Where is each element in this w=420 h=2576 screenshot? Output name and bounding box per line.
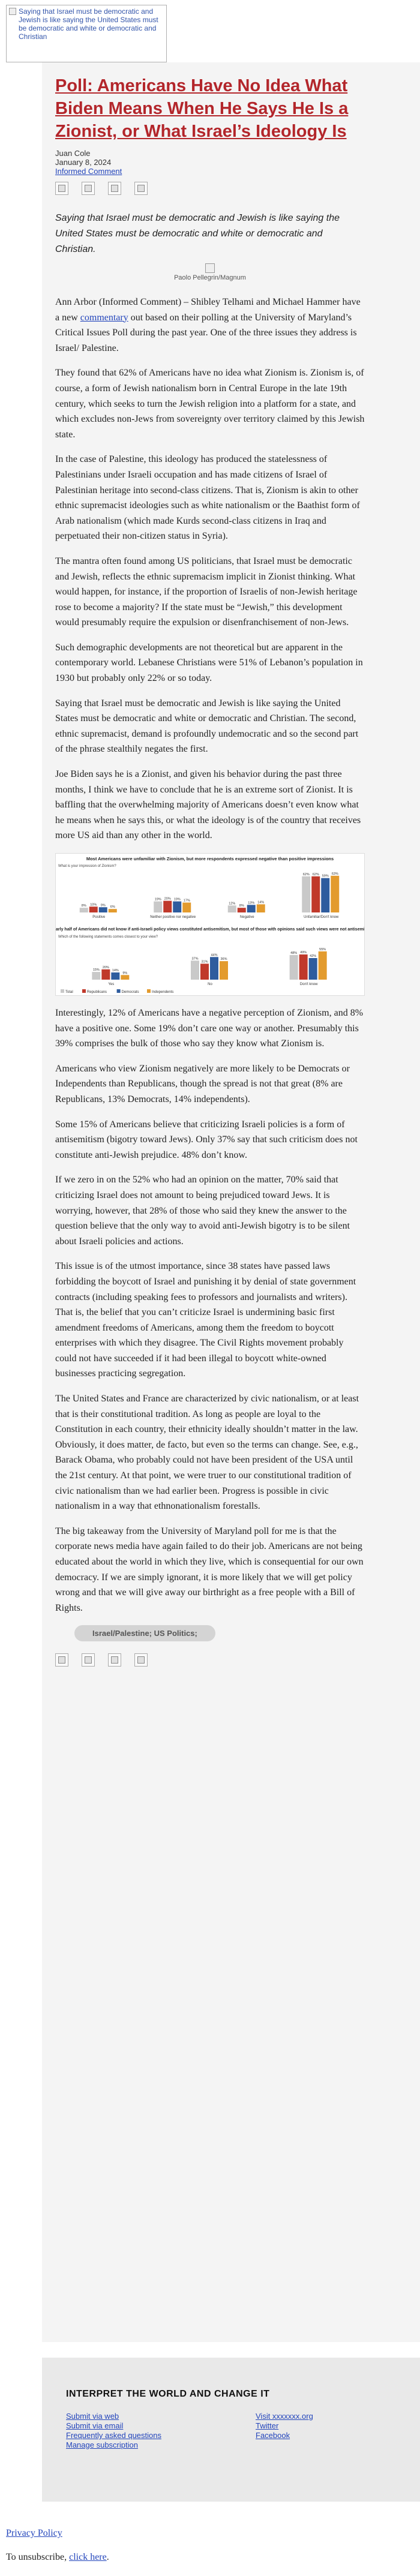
chart1-value-label: 14% [257,900,265,905]
chart2-value-label: 37% [191,957,199,961]
share-email-icon[interactable] [108,1653,121,1667]
legend-swatch [61,989,64,993]
privacy-row [6,2528,62,2539]
chart2-bar [191,960,199,980]
chart1-value-label: 63% [331,872,338,876]
footer-left-links [66,2412,161,2450]
poll-chart-svg [56,854,364,995]
paragraph-10: If we zero in on the 52% who had an opinion on the matter, 70% said that criticizing Israel does not amount to being prejudiced toward Jews. It is worrying, however, that 28% of those who said they knew the answer to the question believe that the only way to avoid anti-Jewish bigotry is to be silent about Israeli policies and actions. [55,1175,350,1247]
chart1-category-label: Positive [92,915,106,919]
chart1-value-label: 62% [312,872,319,876]
header-image-alt: Saying that Israel must be democratic and Jewish is like saying the United States must be democratic and white or democratic and Christian [19,7,158,41]
chart1-bar [247,905,256,912]
legend-label: Republicans [87,990,107,994]
chart2-bar [200,963,209,980]
chart2-value-label: 42% [310,954,317,958]
article-title[interactable]: Poll: Americans Have No Idea What Biden Means When He Says He Is a Zionist, or What Israel’s Ideology Is [55,76,349,141]
article-author: Juan Cole [55,149,91,158]
footer-link-manage-subscription[interactable]: Manage subscription [66,2440,138,2449]
paragraph-0 [55,295,365,356]
chart1-category-label: Unfamiliar/Don't know [304,915,339,919]
legend-swatch [117,989,121,993]
chart1-value-label: 8% [81,904,86,908]
photo-credit [55,263,365,287]
commentary-link[interactable]: commentary [80,312,128,323]
chart1-value-label: 20% [164,897,171,901]
legend-label: Independents [152,990,174,994]
unsubscribe-link[interactable]: click here [69,2552,107,2562]
chart2-bar [92,972,100,980]
paragraph-6: Joe Biden says he is a Zionist, and given his behavior during the past three months, I think we have to conclude that he is an extreme sort of Zionist. It is baffling that the overwhelming majority of Americans doesn’t even know what he means when he says this, or what the ideology is of the country that receives more US aid than any other in the world. [55,769,361,841]
share-row-top [55,182,365,200]
chart1-bar [173,902,181,912]
chart1-value-label: 6% [110,905,115,909]
chart-title: Most Americans were unfamiliar with Zionism, but more respondents expressed negative than positive impressions [86,856,334,861]
footer-link-facebook[interactable]: Facebook [256,2431,290,2440]
privacy-policy-link[interactable]: Privacy Policy [6,2528,62,2538]
unsubscribe-period: . [106,2552,109,2562]
photo-credit-text: Paolo Pellegrin/Magnum [174,274,246,281]
chart1-bar [321,878,329,912]
broken-image-icon [9,8,16,15]
chart2-category-label: Don't know [299,983,318,986]
chart1-value-label: 12% [229,902,236,906]
share-linkedin-icon[interactable] [134,1653,148,1667]
chart2-title: Nearly half of Americans did not know if anti-Israeli policy views constituted antisemitism, but most of those with opinions said such views were not antisemitic [56,927,364,932]
chart1-value-label: 8% [239,904,244,908]
chart2-bar [101,969,110,980]
chart1-value-label: 9% [100,903,106,908]
article-date: January 8, 2024 [55,158,112,167]
chart1-value-label: 19% [173,897,181,902]
chart2-value-label: 36% [220,957,227,962]
legend-swatch [82,989,86,993]
chart2-bar [111,972,119,980]
chart2-category-label: No [208,983,212,986]
chart1-bar [311,876,320,912]
chart2-bar [290,955,298,980]
paragraph-12: The United States and France are characterized by civic nationalism, or at least that is their constitutional tradition. As long as people are loyal to the Constitution in each country, their ethnicity ideally shouldn’t matter in the law. Obviously, it does matter, de facto, but even so the terms can change. See, e.g., Barack Obama, who probably could not have been president of the USA until the 21st century. At that point, we were truer to our constitutional tradition of civic nationalism than we had earlier been. Progress is possible in civic nationalism in a way that ethnonationalism forestalls. [55,1394,359,1512]
paragraph-2: In the case of Palestine, this ideology has produced the statelessness of Palestinians under Israeli occupation and has made citizens of Israel of Palestinian heritage into second-class citizens. That is, Zionism is akin to other ethnic supremacist ideologies such as white nationalism or the Baathist form of Arab nationalism (which made Kurds second-class citizens in Iraq and perpetuated their non-citizen status in Syria). [55,454,360,542]
chart1-bar [154,902,162,912]
chart2-value-label: 44% [211,953,218,957]
chart2-category-label: Yes [108,983,115,986]
paragraph-text: out based on their polling at the University of Maryland’s Critical Issues Poll during the past year. One of the three issues they address is Israel/ Palestine. [55,312,357,353]
pullquote: Saying that Israel must be democratic and Jewish is like saying the United States must be democratic and white or democratic and Christian. [55,213,340,254]
chart1-bar [80,908,88,912]
chart2-bar [220,961,228,980]
tags-row [55,1625,365,1641]
chart1-bar [331,876,339,912]
share-linkedin-icon[interactable] [134,182,148,195]
chart2-value-label: 31% [201,960,208,964]
footer-link-submit-web[interactable]: Submit via web [66,2412,119,2421]
chart1-value-label: 10% [90,903,97,907]
chart2-value-label: 15% [92,968,100,972]
paragraph-9: Some 15% of Americans believe that criticizing Israeli policies is a form of antisemitism (bigotry toward Jews). Only 37% say that such criticism does not constitute anti-Jewish prejudice. 48% don’t know. [55,1119,358,1160]
article-body [55,295,365,1616]
footer-link-faq[interactable]: Frequently asked questions [66,2431,161,2440]
chart2-bar [309,958,317,980]
chart1-value-label: 19% [154,897,161,902]
chart1-value-label: 17% [183,899,190,903]
chart2-value-label: 48% [290,951,298,955]
chart1-value-label: 59% [322,874,329,878]
chart1-bar [109,909,117,912]
share-row-bottom [55,1653,365,1671]
chart1-bar [257,904,265,912]
chart2-value-label: 55% [319,947,326,951]
chart1-bar [238,908,246,912]
paragraph-8: Americans who view Zionism negatively are more likely to be Democrats or Independents than Republicans, though the spread is not that great (8% are Republicans, 13% Democrats, 14% independents). [55,1063,350,1104]
paragraph-text: Ann Arbor (Informed Comment) – Shibley Telhami and Michael Hammer have a new [55,297,361,323]
footer-right-links [256,2412,313,2440]
chart2-subtitle: Which of the following statements comes closest to your view? [58,935,158,939]
footer [42,2358,420,2502]
legend-label: Total [65,990,73,994]
share-email-icon[interactable] [108,182,121,195]
chart1-category-label: Neither positive nor negative [150,915,196,919]
article-content [55,74,365,1671]
paragraph-11: This issue is of the utmost importance, since 38 states have passed laws forbidding the boycott of Israel and punishing it by denial of state government contracts (including speaking fees to professors and journalists and writers). That is, the belief that you can’t criticize Israel is undermining basic first amendment freedoms of Americans, among them the freedom to boycott enterprises with which they disagree. The Civil Rights movement probably could not have succeeded if it had been illegal to boycott white-owned businesses practicing segregation. [55,1261,356,1379]
footer-link-visit-site[interactable]: Visit xxxxxxx.org [256,2412,313,2421]
comment-link[interactable]: Informed Comment [55,167,122,176]
paragraph-1: They found that 62% of Americans have no idea what Zionism is. Zionism is, of course, a form of Jewish nationalism born in Central Europe in the late 19th century, which seeks to turn the Jewish religion into a platform for a state, and which excludes non-Jews from sovereignty over territory claimed by this Jewish state. [55,368,365,440]
footer-link-submit-email[interactable]: Submit via email [66,2421,124,2430]
chart1-value-label: 62% [302,872,310,876]
share-twitter-icon[interactable] [82,1653,95,1667]
unsubscribe-row [6,2552,109,2563]
chart1-category-label: Negative [239,915,254,919]
unsubscribe-text: To unsubscribe, [6,2552,70,2562]
chart1-bar [99,907,107,912]
header-image[interactable] [6,5,167,62]
tags-pill[interactable]: Israel/Palestine; US Politics; [74,1625,215,1641]
footer-link-twitter[interactable]: Twitter [256,2421,279,2430]
chart2-value-label: 20% [102,965,109,969]
paragraph-4: Such demographic developments are not theoretical but are apparent in the contemporary world. Lebanese Christians were 51% of Lebanon’s population in 1930 but probably only 22% or so today. [55,642,363,684]
share-facebook-icon[interactable] [55,1653,68,1667]
chart2-bar [121,975,129,980]
chart2-value-label: 14% [112,969,119,972]
chart1-bar [182,902,191,912]
chart2-bar [210,957,218,980]
chart1-bar [302,876,310,912]
paragraph-13: The big takeaway from the University of Maryland poll for me is that the corporate news media have again failed to do their job. Americans are not being educated about the world in which they live, which is consequential for our own democracy. If we are simply ignorant, it is more likely that we will get policy wrong and that we will give away our birthright as a free people with a Bill of Rights. [55,1526,364,1613]
chart-subtitle: What is your impression of Zionism? [58,864,116,868]
paragraph-5: Saying that Israel must be democratic and Jewish is like saying the United States must be democratic and white or democratic and Christian. The second, ethnic supremacist, demand is profoundly undemocratic and so the second part of the phrase stealthily negates the first. [55,698,359,755]
footer-heading: INTERPRET THE WORLD AND CHANGE IT [66,2389,270,2399]
poll-chart [55,853,365,996]
broken-image-icon [205,263,215,273]
article-meta [55,149,365,176]
legend-label: Democrats [121,990,139,994]
paragraph-7: Interestingly, 12% of Americans have a negative perception of Zionism, and 8% have a positive one. Some 19% don’t care one way or another. Presumably this 39% comprises the bulk of those who say they know what Zionism is. [55,1008,364,1049]
chart2-value-label: 9% [122,971,128,975]
chart1-value-label: 13% [248,901,255,905]
chart1-bar [163,901,172,912]
paragraph-3: The mantra often found among US politicians, that Israel must be democratic and Jewish, reflects the ethnic supremacism implicit in Zionist thinking. What would happen, for instance, if the proportion of Israelis of non-Jewish heritage rose to become a majority? If the state must be “Jewish,” this development would presumably require the expulsion or disenfranchisement of non-Jews. [55,556,358,628]
legend-swatch [147,989,151,993]
share-facebook-icon[interactable] [55,182,68,195]
chart1-bar [89,906,98,912]
chart2-bar [299,954,308,980]
chart1-bar [228,905,236,912]
chart2-bar [319,951,327,980]
share-twitter-icon[interactable] [82,182,95,195]
chart2-value-label: 49% [300,951,307,954]
